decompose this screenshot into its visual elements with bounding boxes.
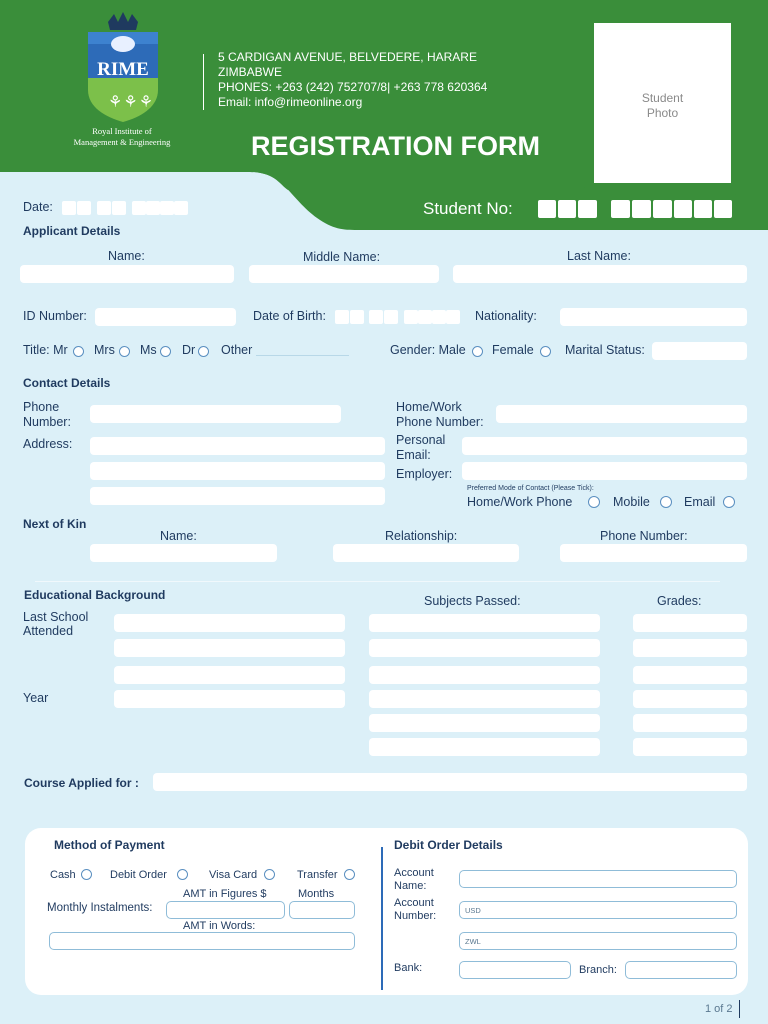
- photo-label-1: Student: [641, 91, 684, 105]
- student-no-cell-8[interactable]: [694, 200, 712, 218]
- nationality-field[interactable]: [560, 308, 747, 326]
- kin-phone-field[interactable]: [560, 544, 747, 562]
- dob-label: Date of Birth:: [253, 309, 326, 323]
- title-ms-radio[interactable]: [160, 346, 171, 357]
- cash-label: Cash: [50, 869, 76, 881]
- employer-field[interactable]: [462, 462, 747, 480]
- course-label: Course Applied for :: [24, 776, 139, 790]
- grade-field-5[interactable]: [633, 714, 747, 732]
- last-school-field-3[interactable]: [114, 666, 345, 684]
- title-ms-label: Ms: [140, 343, 157, 357]
- phone-label-1: Phone: [23, 400, 60, 414]
- student-no-cell-2[interactable]: [558, 200, 576, 218]
- subject-field-6[interactable]: [369, 738, 600, 756]
- pref-home-work-label: Home/Work Phone: [467, 495, 573, 509]
- title-mrs-label: Mrs: [94, 343, 115, 357]
- home-phone-label-2: Phone Number:: [396, 415, 484, 429]
- gender-male-radio[interactable]: [472, 346, 483, 357]
- months-field[interactable]: [289, 901, 355, 919]
- logo-subtitle-2: Management & Engineering: [73, 137, 171, 147]
- student-no-cell-9[interactable]: [714, 200, 732, 218]
- account-name-label-1: Account: [394, 867, 434, 879]
- student-no-cell-3[interactable]: [578, 200, 597, 218]
- payment-panel-divider: [381, 847, 383, 990]
- nationality-label: Nationality:: [475, 309, 537, 323]
- kin-phone-label: Phone Number:: [600, 529, 688, 543]
- student-no-cell-6[interactable]: [653, 200, 672, 218]
- student-no-cell-5[interactable]: [632, 200, 651, 218]
- applicant-heading: Applicant Details: [23, 224, 121, 238]
- pref-mobile-label: Mobile: [613, 495, 650, 509]
- name-field[interactable]: [20, 265, 234, 283]
- title-other-label: Other: [221, 343, 253, 357]
- date-year-1[interactable]: [132, 201, 146, 215]
- amt-words-label: AMT in Words:: [183, 920, 256, 932]
- amt-figures-label: AMT in Figures $: [183, 888, 267, 900]
- student-no-label: Student No:: [423, 199, 513, 218]
- payment-heading: Method of Payment: [54, 838, 165, 852]
- subject-field-3[interactable]: [369, 666, 600, 684]
- date-year-3[interactable]: [160, 201, 174, 215]
- date-day-2[interactable]: [77, 201, 91, 215]
- date-month-1[interactable]: [97, 201, 111, 215]
- branch-label: Branch:: [579, 964, 617, 976]
- kin-heading: Next of Kin: [23, 517, 87, 531]
- account-number-usd-field[interactable]: [459, 901, 737, 919]
- transfer-radio[interactable]: [344, 869, 355, 880]
- wheat-icon: ⚘⚘⚘: [108, 94, 155, 111]
- debit-order-radio[interactable]: [177, 869, 188, 880]
- amt-figures-field[interactable]: [166, 901, 285, 919]
- rime-logo: [86, 12, 160, 122]
- account-number-zwl-field[interactable]: [459, 932, 737, 950]
- date-month-2[interactable]: [112, 201, 126, 215]
- grade-field-3[interactable]: [633, 666, 747, 684]
- subject-field-5[interactable]: [369, 714, 600, 732]
- subjects-passed-label: Subjects Passed:: [424, 594, 521, 608]
- section-divider: [35, 581, 720, 582]
- account-number-label-2: Number:: [394, 910, 437, 922]
- dob-cell-4[interactable]: [384, 310, 398, 324]
- employer-label: Employer:: [396, 467, 453, 481]
- months-label: Months: [298, 888, 335, 900]
- grade-field-1[interactable]: [633, 614, 747, 632]
- branch-field[interactable]: [625, 961, 737, 979]
- grades-label: Grades:: [657, 594, 702, 608]
- year-label: Year: [23, 691, 49, 705]
- id-number-field[interactable]: [95, 308, 236, 326]
- zwl-label: ZWL: [465, 937, 481, 946]
- year-field[interactable]: [114, 690, 345, 708]
- phone-field[interactable]: [90, 405, 341, 423]
- grade-field-6[interactable]: [633, 738, 747, 756]
- phones-text: PHONES: +263 (242) 752707/8| +263 778 620364: [218, 80, 488, 94]
- grade-field-4[interactable]: [633, 690, 747, 708]
- date-label: Date:: [23, 200, 53, 214]
- grade-field-2[interactable]: [633, 639, 747, 657]
- last-school-label-2: Attended: [23, 624, 74, 638]
- kin-relationship-label: Relationship:: [385, 529, 458, 543]
- education-heading: Educational Background: [24, 588, 166, 602]
- pref-email-radio[interactable]: [723, 496, 735, 508]
- pref-home-work-radio[interactable]: [588, 496, 600, 508]
- pref-email-label: Email: [684, 495, 716, 509]
- preferred-contact-label: Preferred Mode of Contact (Please Tick):: [467, 485, 594, 492]
- last-school-field-2[interactable]: [114, 639, 345, 657]
- kin-name-label: Name:: [160, 529, 197, 543]
- address-field-1[interactable]: [90, 437, 385, 455]
- subject-field-1[interactable]: [369, 614, 600, 632]
- title-mrs-radio[interactable]: [119, 346, 130, 357]
- subject-field-2[interactable]: [369, 639, 600, 657]
- student-no-cell-1[interactable]: [538, 200, 556, 218]
- middle-name-label: Middle Name:: [303, 250, 381, 264]
- id-number-label: ID Number:: [23, 309, 87, 323]
- name-label: Name:: [108, 249, 145, 263]
- title-other-line[interactable]: [256, 355, 349, 356]
- title-mr-radio[interactable]: [73, 346, 84, 357]
- gender-female-radio[interactable]: [540, 346, 551, 357]
- home-phone-field[interactable]: [496, 405, 747, 423]
- dob-cell-8[interactable]: [446, 310, 460, 324]
- header-divider: [203, 54, 204, 110]
- gender-female-label: Female: [492, 343, 534, 357]
- pref-mobile-radio[interactable]: [660, 496, 672, 508]
- visa-card-radio[interactable]: [264, 869, 275, 880]
- personal-email-field[interactable]: [462, 437, 747, 455]
- logo-subtitle-1: Royal Institute of: [92, 126, 152, 136]
- middle-name-field[interactable]: [249, 265, 439, 283]
- cash-radio[interactable]: [81, 869, 92, 880]
- personal-email-label-2: Email:: [396, 448, 431, 462]
- phone-label-2: Number:: [23, 415, 71, 429]
- transfer-label: Transfer: [297, 869, 338, 881]
- dob-cell-5[interactable]: [404, 310, 418, 324]
- gender-label: Gender: Male: [390, 343, 466, 357]
- home-phone-label-1: Home/Work: [396, 400, 462, 414]
- course-field[interactable]: [153, 773, 747, 791]
- address-field-3[interactable]: [90, 487, 385, 505]
- date-year-4[interactable]: [174, 201, 188, 215]
- debit-heading: Debit Order Details: [394, 838, 503, 852]
- account-name-label-2: Name:: [394, 880, 427, 892]
- account-name-field[interactable]: [459, 870, 737, 888]
- last-name-label: Last Name:: [567, 249, 631, 263]
- title-dr-label: Dr: [182, 343, 196, 357]
- page-number: 1 of 2: [705, 1003, 733, 1015]
- account-number-label-1: Account: [394, 897, 434, 909]
- student-no-cell-7[interactable]: [674, 200, 692, 218]
- last-school-label-1: Last School: [23, 610, 89, 624]
- dob-cell-6[interactable]: [418, 310, 432, 324]
- student-photo-box[interactable]: [594, 23, 731, 183]
- dob-cell-3[interactable]: [369, 310, 383, 324]
- student-no-cell-4[interactable]: [611, 200, 630, 218]
- email-text: Email: info@rimeonline.org: [218, 95, 363, 109]
- last-name-field[interactable]: [453, 265, 747, 283]
- marital-status-field[interactable]: [652, 342, 747, 360]
- bank-label: Bank:: [394, 962, 423, 974]
- title-label: Title: Mr: [23, 343, 68, 357]
- date-day-1[interactable]: [62, 201, 76, 215]
- bank-field[interactable]: [459, 961, 571, 979]
- amt-words-field[interactable]: [49, 932, 355, 950]
- personal-email-label-1: Personal: [396, 433, 446, 447]
- dob-cell-2[interactable]: [350, 310, 364, 324]
- subject-field-4[interactable]: [369, 690, 600, 708]
- page-number-bar: [739, 1000, 740, 1018]
- monthly-instalments-label: Monthly Instalments:: [47, 902, 153, 914]
- address-label: Address:: [23, 437, 73, 451]
- logo-name: RIME: [97, 59, 149, 80]
- dob-cell-7[interactable]: [432, 310, 446, 324]
- kin-relationship-field[interactable]: [333, 544, 519, 562]
- marital-status-label: Marital Status:: [565, 343, 645, 357]
- last-school-field-1[interactable]: [114, 614, 345, 632]
- form-title: REGISTRATION FORM: [251, 131, 540, 161]
- visa-card-label: Visa Card: [209, 869, 258, 881]
- date-year-2[interactable]: [146, 201, 160, 215]
- photo-label-2: Photo: [646, 106, 679, 120]
- address-line-1: 5 CARDIGAN AVENUE, BELVEDERE, HARARE: [218, 50, 477, 64]
- kin-name-field[interactable]: [90, 544, 277, 562]
- usd-label: USD: [465, 906, 481, 915]
- contact-heading: Contact Details: [23, 376, 111, 390]
- address-line-2: ZIMBABWE: [218, 65, 283, 79]
- debit-order-label: Debit Order: [110, 869, 167, 881]
- title-dr-radio[interactable]: [198, 346, 209, 357]
- address-field-2[interactable]: [90, 462, 385, 480]
- dob-cell-1[interactable]: [335, 310, 349, 324]
